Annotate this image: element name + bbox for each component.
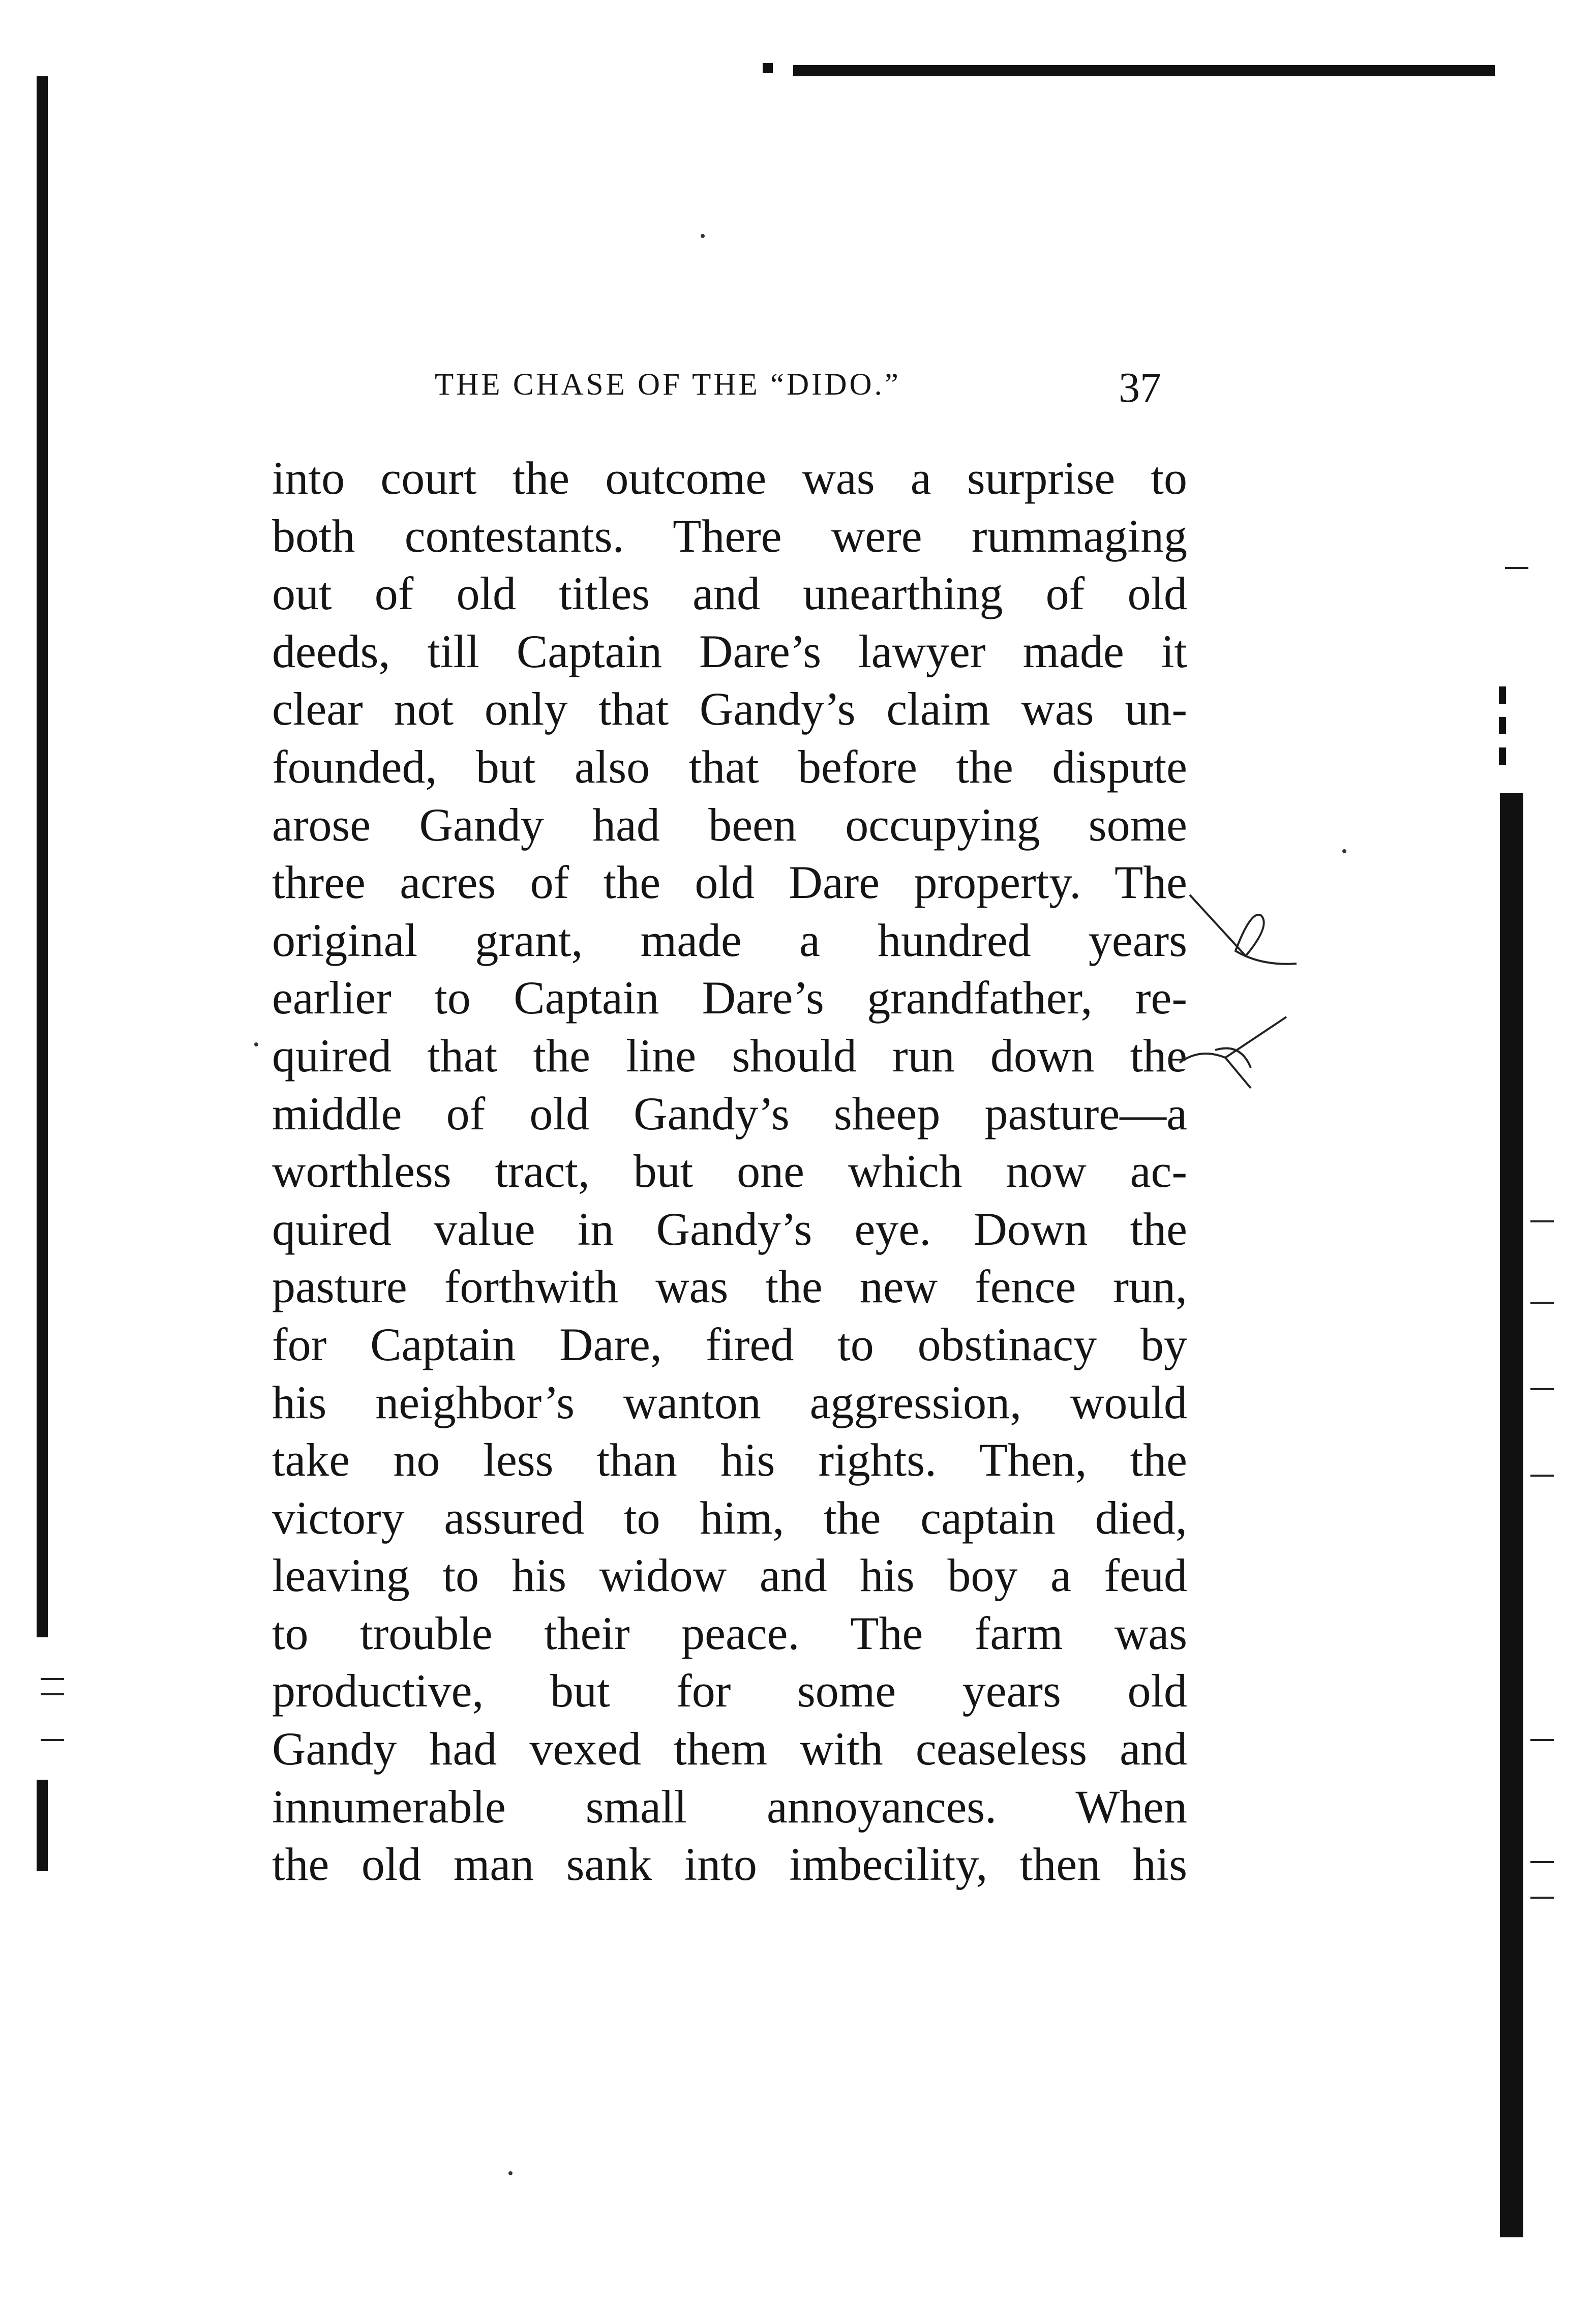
text-line: middle of old Gandy’s sheep pasture—a — [272, 1087, 1187, 1140]
top-page-edge — [793, 65, 1495, 76]
text-line: clear not only that Gandy’s claim was un- — [272, 683, 1187, 735]
left-page-edge — [37, 76, 48, 1637]
text-line: quired that the line should run down the — [272, 1029, 1187, 1082]
right-edge-tick — [1499, 747, 1506, 765]
margin-dash — [1505, 567, 1528, 569]
left-page-edge-lower — [37, 1780, 48, 1871]
margin-dash — [1530, 1897, 1554, 1899]
right-page-edge — [1500, 793, 1523, 2237]
text-line: out of old titles and unearthing of old — [272, 567, 1187, 620]
right-edge-tick — [1499, 717, 1506, 734]
marginal-pen-scribble — [1169, 864, 1373, 1119]
margin-dash — [41, 1678, 64, 1680]
text-line: quired value in Gandy’s eye. Down the — [272, 1203, 1187, 1255]
text-line: innumerable small annoyances. When — [272, 1780, 1187, 1833]
text-line: earlier to Captain Dare’s grandfather, re- — [272, 972, 1187, 1024]
text-line: the old man sank into imbecility, then his — [272, 1838, 1187, 1891]
page-number: 37 — [1119, 364, 1161, 411]
text-line: three acres of the old Dare property. The — [272, 856, 1187, 909]
margin-dash — [41, 1693, 64, 1695]
text-line: Gandy had vexed them with ceaseless and — [272, 1723, 1187, 1775]
text-line: both contestants. There were rummaging — [272, 510, 1187, 562]
right-edge-tick — [1499, 686, 1506, 704]
speck — [701, 234, 705, 238]
running-head — [272, 356, 1187, 417]
text-line: to trouble their peace. The farm was — [272, 1607, 1187, 1659]
text-line: original grant, made a hundred years — [272, 914, 1187, 966]
text-line: his neighbor’s wanton aggression, would — [272, 1376, 1187, 1428]
margin-dash — [41, 1739, 64, 1741]
text-line: arose Gandy had been occupying some — [272, 798, 1187, 851]
speck — [508, 2171, 513, 2175]
text-line: victory assured to him, the captain died, — [272, 1491, 1187, 1544]
margin-dash — [1530, 1388, 1554, 1390]
text-line: into court the outcome was a surprise to — [272, 452, 1187, 504]
body-text — [272, 450, 1187, 1894]
text-line: take no less than his rights. Then, the — [272, 1434, 1187, 1486]
text-line: leaving to his widow and his boy a feud — [272, 1549, 1187, 1602]
margin-dash — [1530, 1220, 1554, 1222]
margin-dash — [1530, 1475, 1554, 1477]
margin-dash — [1530, 1861, 1554, 1863]
text-line: for Captain Dare, fired to obstinacy by — [272, 1318, 1187, 1370]
text-line: pasture forthwith was the new fence run, — [272, 1261, 1187, 1313]
running-title: THE CHASE OF THE “DIDO.” — [435, 368, 901, 402]
speck — [254, 1042, 258, 1046]
margin-dash — [1530, 1302, 1554, 1304]
text-line: deeds, till Captain Dare’s lawyer made it — [272, 625, 1187, 677]
text-line: founded, but also that before the dispute — [272, 740, 1187, 793]
speck — [1342, 849, 1346, 853]
text-line: worthless tract, but one which now ac- — [272, 1145, 1187, 1197]
margin-dash — [1530, 1739, 1554, 1741]
text-line: productive, but for some years old — [272, 1665, 1187, 1717]
top-edge-speck — [763, 63, 773, 73]
